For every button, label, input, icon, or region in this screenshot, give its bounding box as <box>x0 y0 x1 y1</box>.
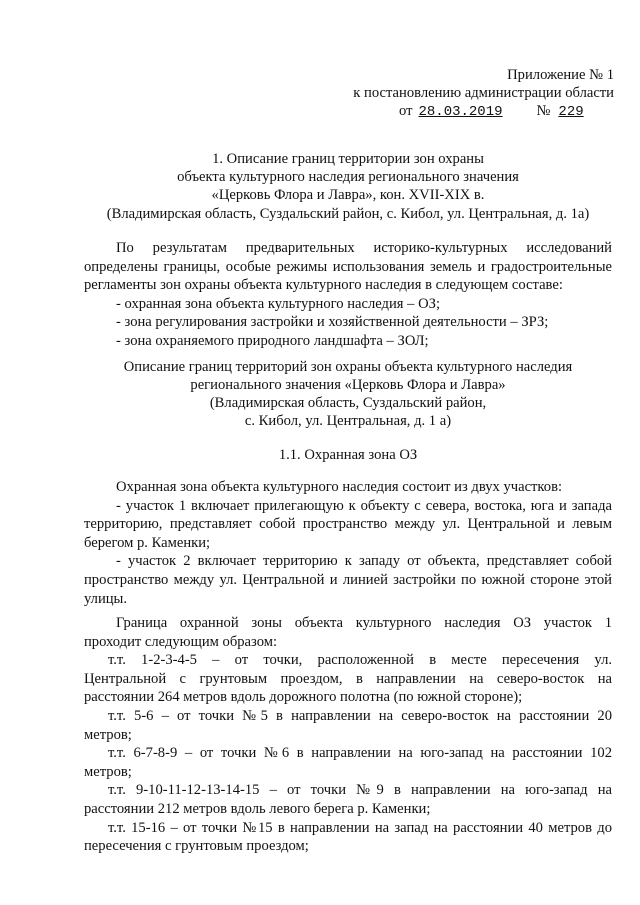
point-segment-line: расстоянии 264 метров вдоль дорожного полотна (по южной стороне); <box>84 689 523 706</box>
title-line-2: объекта культурного наследия регионального значения <box>177 169 519 185</box>
intro-paragraph <box>84 239 612 351</box>
oz-description <box>84 478 612 608</box>
oz-part2-line: пространство между ул. Центральной и линией застройки по южной стороне этой <box>84 571 612 588</box>
point-segment-line: т.т. 1-2-3-4-5 – от точки, расположенной в месте пересечения ул. <box>108 652 612 669</box>
resolution-date: 28.03.2019 <box>418 104 503 120</box>
point-segment-line: метров; <box>84 763 132 780</box>
subsection-heading: 1.1. Охранная зона ОЗ <box>278 447 418 463</box>
section-title-line-4: с. Кибол, ул. Центральная, д. 1 а) <box>244 413 452 429</box>
title-line-3: «Церковь Флора и Лавра», кон. XVII-XIX в. <box>211 187 485 203</box>
resolution-number: 229 <box>558 104 584 120</box>
title-line-4: (Владимирская область, Суздальский район, с. Кибол, ул. Центральная, д. 1а) <box>106 206 590 222</box>
boundary-lead-line: проходит следующим образом: <box>84 633 278 650</box>
oz-part1-line: берегом р. Каменки; <box>84 534 211 551</box>
oz-part2-line: - участок 2 включает территорию к западу от объекта, представляет собой <box>116 553 612 570</box>
point-segment-line: т.т. 6-7-8-9 – от точки №6 в направлении на юго-запад на расстоянии 102 <box>108 745 612 762</box>
point-segment-line: расстоянии 212 метров вдоль левого берега р. Каменки; <box>84 800 431 817</box>
intro-line: регламенты зон охраны объекта культурного наследия в следующем составе: <box>84 277 563 294</box>
oz-part1-line: - участок 1 включает прилегающую к объекту с севера, востока, юга и запада <box>116 497 612 514</box>
section-title-line-3: (Владимирская область, Суздальский район, <box>209 395 487 411</box>
point-segment-line: т.т. 5-6 – от точки №5 в направлении на северо-восток на расстоянии 20 <box>108 707 612 724</box>
boundary-lead-line: Граница охранной зоны объекта культурного наследия ОЗ участок 1 <box>116 615 612 631</box>
point-segment-line: пересечения с грунтовым проездом; <box>84 838 309 855</box>
point-segment-line: метров; <box>84 726 132 743</box>
list-item-oz: - охранная зона объекта культурного наследия – ОЗ; <box>116 295 440 312</box>
oz-part2-line: улицы. <box>84 590 128 607</box>
appendix-title: Приложение № 1 <box>507 67 614 83</box>
intro-line: По результатам предварительных историко-культурных исследований <box>116 240 612 256</box>
section-title-line-1: Описание границ территорий зон охраны объекта культурного наследия <box>123 359 573 375</box>
intro-line: определены границы, особые режимы использования земель и градостроительные <box>84 258 612 275</box>
number-label: № <box>536 103 551 119</box>
title-line-1: 1. Описание границ территории зон охраны <box>212 151 484 167</box>
boundary-description <box>84 614 612 856</box>
from-label: от <box>399 103 413 119</box>
oz-part1-line: территорию, представляет собой пространство между ул. Центральной и левым <box>84 516 612 533</box>
list-item-zol: - зона охраняемого природного ландшафта – ЗОЛ; <box>116 332 429 349</box>
list-item-zrz: - зона регулирования застройки и хозяйственной деятельности – ЗРЗ; <box>116 314 549 331</box>
point-segment-line: Центральной с грунтовым проездом, в направлении на северо-восток на <box>84 670 612 687</box>
point-segment-line: т.т. 9-10-11-12-13-14-15 – от точки №9 в направлении на юго-запад на <box>108 782 612 799</box>
section-title-line-2: регионального значения «Церковь Флора и Лавра» <box>190 377 506 393</box>
date-number-line <box>399 102 608 122</box>
point-segment-line: т.т. 15-16 – от точки №15 в направлении на запад на расстоянии 40 метров до <box>108 819 612 836</box>
oz-lead: Охранная зона объекта культурного наследия состоит из двух участков: <box>116 479 563 495</box>
resolution-line: к постановлению администрации области <box>353 85 614 101</box>
